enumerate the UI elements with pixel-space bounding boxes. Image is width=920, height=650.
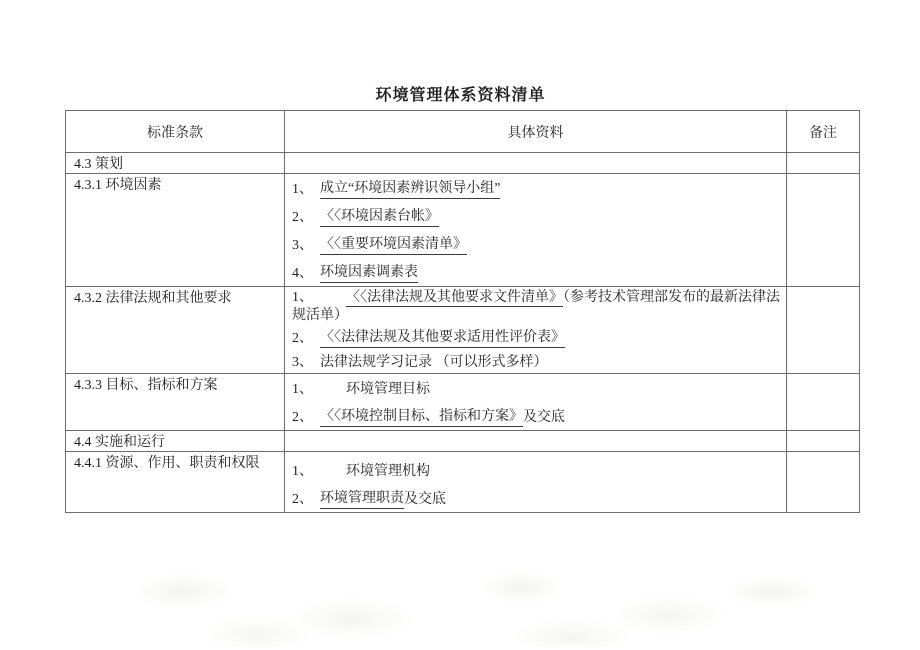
item-number: 2、 <box>292 410 313 425</box>
column-header-remarks: 备注 <box>809 125 837 141</box>
item-number: 3、 <box>292 238 313 253</box>
plain-text: 及交底 <box>523 410 565 425</box>
item-number: 1、 <box>292 382 313 397</box>
list-item <box>292 402 780 430</box>
item-number: 1、 <box>292 182 313 197</box>
plain-text: 法律法规学习记录 （可以形式多样） <box>320 355 548 370</box>
table-row <box>66 374 860 431</box>
list-item <box>292 202 780 230</box>
materials-cell <box>285 374 786 430</box>
materials-cell <box>285 452 786 512</box>
list-item <box>292 289 780 325</box>
underlined-text: 成立“环境因素辨识领导小组” <box>320 177 500 199</box>
list-item <box>292 349 780 373</box>
materials-cell <box>285 174 786 286</box>
underlined-text: 环境管理职责 <box>320 487 404 509</box>
table-row <box>66 287 860 374</box>
list-item <box>292 456 780 484</box>
list-item <box>292 230 780 258</box>
item-number: 3、 <box>292 355 313 370</box>
underlined-text: 〈〈环境控制目标、指标和方案》 <box>320 405 523 427</box>
page-title: 环境管理体系资料清单 <box>375 87 546 104</box>
clause-cell: 4.4 实施和运行 <box>74 435 165 450</box>
table-row <box>66 174 860 287</box>
table-row <box>66 452 860 513</box>
scan-noise-artifact <box>95 568 830 646</box>
underlined-text: 〈〈法律法规及其他要求适用性评价表》 <box>320 326 565 348</box>
header-row <box>66 111 860 153</box>
list-item <box>292 484 780 512</box>
list-item <box>292 258 780 286</box>
underlined-text: 〈〈法律法规及其他要求文件清单》 <box>346 290 563 305</box>
plain-text: 环境管理机构 <box>346 464 430 479</box>
item-number: 1、 <box>292 290 313 305</box>
item-number: 2、 <box>292 210 313 225</box>
table-row <box>66 153 860 174</box>
item-number: 2、 <box>292 331 313 346</box>
plain-text: （参考技术管理部发布的最新法律法规活单） <box>292 290 780 323</box>
list-item <box>292 174 780 202</box>
table-row <box>66 431 860 452</box>
clause-cell: 4.3 策划 <box>74 157 123 172</box>
list-item <box>292 325 780 349</box>
plain-text: 环境管理目标 <box>346 382 430 397</box>
plain-text: 及交底 <box>404 492 446 507</box>
clause-cell: 4.3.3 目标、指标和方案 <box>74 378 218 393</box>
clause-cell: 4.3.1 环境因素 <box>74 178 162 193</box>
column-header-materials: 具体资料 <box>507 125 564 141</box>
materials-cell <box>285 287 786 373</box>
item-number: 2、 <box>292 492 313 507</box>
item-number: 4、 <box>292 266 313 281</box>
underlined-text: 〈〈环境因素台帐》 <box>320 205 439 227</box>
column-header-clause: 标准条款 <box>147 125 203 141</box>
clause-cell: 4.4.1 资源、作用、职责和权限 <box>74 456 260 471</box>
item-number: 1、 <box>292 464 313 479</box>
document-table <box>65 110 860 513</box>
underlined-text: 〈〈重要环境因素清单》 <box>320 233 467 255</box>
list-item <box>292 374 780 402</box>
clause-cell: 4.3.2 法律法规和其他要求 <box>74 291 232 306</box>
underlined-text: 环境因素调素表 <box>320 261 418 283</box>
